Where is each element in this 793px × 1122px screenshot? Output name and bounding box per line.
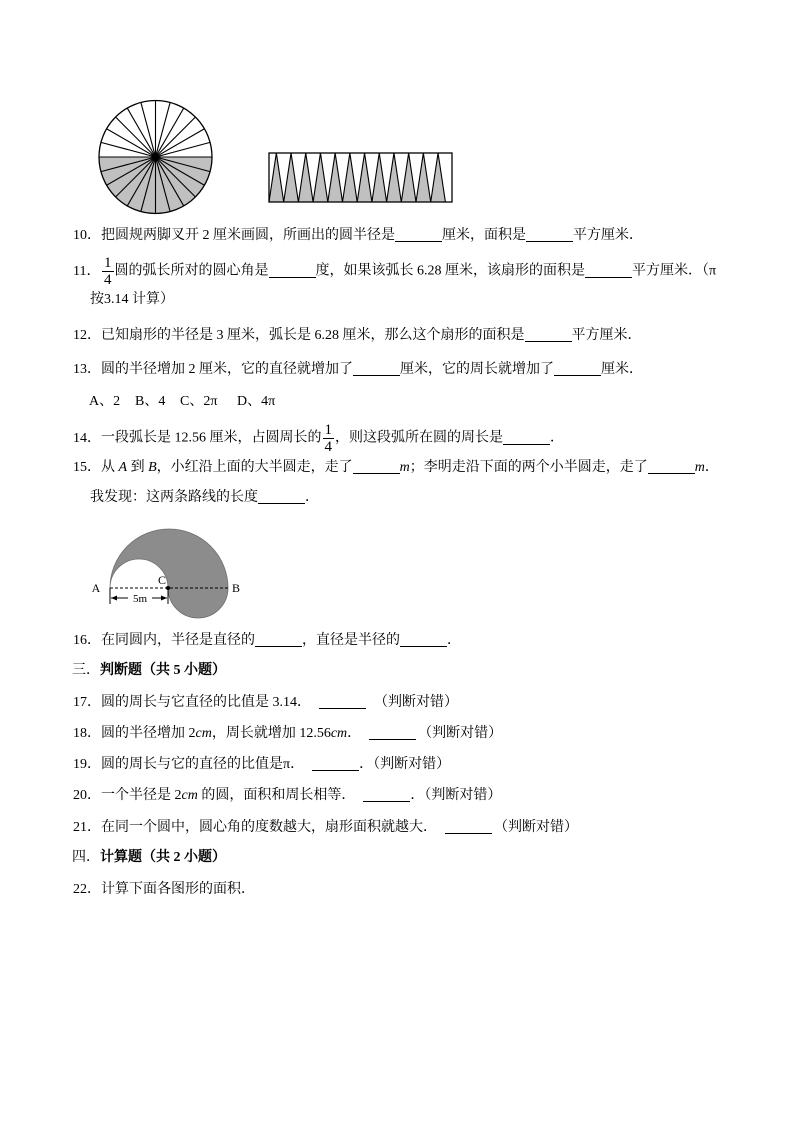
judgement-hint: ．（判断对错）	[359, 757, 451, 772]
question-text: ，直径是半径的	[302, 633, 400, 648]
point-a-label: A	[91, 581, 101, 595]
question-text: ．	[447, 633, 461, 648]
answer-blank	[445, 820, 492, 834]
answer-blank	[319, 695, 366, 709]
question-text: ．	[704, 460, 719, 475]
question-text: 我发现：这两条路线的长度	[90, 490, 258, 505]
question-text: 厘米．	[601, 362, 643, 377]
question-text: 计算下面各图形的面积．	[101, 882, 255, 897]
judgement-hint: （判断对错）	[374, 695, 458, 710]
rearranged-strip	[269, 153, 452, 202]
dimension-label: 5m	[132, 593, 148, 605]
question-text: ．	[550, 430, 564, 446]
semicircle-path-figure	[85, 522, 255, 622]
question-text: 平方厘米．	[571, 328, 642, 343]
question-number: 19．	[73, 757, 101, 772]
answer-blank	[269, 264, 316, 278]
question-number: 14．	[73, 430, 101, 446]
question-19	[73, 755, 450, 775]
fraction-denominator: 4	[324, 439, 332, 455]
question-number: 20．	[73, 788, 101, 803]
question-text: 厘米，面积是	[442, 228, 526, 243]
answer-blank	[353, 362, 400, 376]
section-title: 计算题（共 2 小题）	[100, 850, 226, 865]
question-text: ，小红沿上面的大半圆走，走了	[156, 460, 353, 475]
question-text: 在同圆内，半径是直径的	[101, 633, 255, 648]
question-20	[73, 786, 501, 806]
section-number: 四．	[72, 850, 100, 865]
shaded-triangle	[298, 153, 313, 202]
shaded-triangle	[372, 153, 387, 202]
shaded-triangle	[343, 153, 358, 202]
question-text: ．	[347, 726, 362, 741]
question-number: 22．	[73, 882, 101, 897]
option-b: B、4	[135, 394, 166, 409]
answer-blank	[353, 460, 400, 474]
question-text: 一个半径是 2	[101, 788, 182, 803]
circle-center-dot	[154, 155, 158, 159]
question-number: 17．	[73, 695, 101, 710]
question-text: 按3.14 计算）	[90, 292, 174, 307]
option-d: D、4π	[237, 394, 276, 409]
question-13	[73, 360, 643, 380]
question-text: ．	[305, 490, 319, 505]
question-text: 在同一个圆中，圆心角的度数越大，扇形面积就越大．	[101, 820, 437, 835]
answer-blank	[554, 362, 601, 376]
section-heading-true-false	[72, 661, 226, 681]
question-text: ，周长就增加 12.56	[211, 726, 331, 741]
unit-label: cm	[330, 726, 348, 741]
question-14	[73, 422, 564, 455]
unit-label: m	[399, 460, 410, 475]
judgement-hint: （判断对错）	[418, 726, 503, 741]
question-text: 已知扇形的半径是 3 厘米，弧长是 6.28 厘米，那么这个扇形的面积是	[101, 328, 525, 343]
question-text: 平方厘米．	[573, 228, 643, 243]
question-17	[73, 693, 458, 713]
question-text: ，则这段弧所在圆的周长是	[335, 430, 503, 446]
answer-blank	[312, 757, 359, 771]
shaded-triangle	[284, 153, 299, 202]
question-text: 圆的周长与它直径的比值是 3.14．	[101, 695, 311, 710]
question-13-options	[0, 392, 400, 412]
answer-blank	[255, 633, 302, 647]
question-text: 度，如果该弧长 6.28 厘米，该扇形的面积是	[315, 263, 585, 279]
question-text: 平方厘米．（π	[632, 263, 717, 279]
question-11-continuation	[90, 290, 174, 310]
fraction	[102, 256, 114, 287]
unit-label: cm	[195, 726, 212, 741]
point-a-variable: A	[118, 460, 128, 475]
question-number: 21．	[73, 820, 101, 835]
unit-label: cm	[181, 788, 198, 803]
answer-blank	[525, 328, 572, 342]
question-text: 一段弧长是 12.56 厘米，占圆周长的	[101, 430, 322, 446]
point-c-label: C	[157, 573, 167, 587]
question-11	[73, 255, 717, 288]
shaded-triangle	[357, 153, 372, 202]
question-number: 16．	[73, 633, 101, 648]
question-text: 到	[127, 460, 149, 475]
shaded-triangle	[401, 153, 416, 202]
section-title: 判断题（共 5 小题）	[100, 663, 226, 678]
shaded-triangle	[431, 153, 446, 202]
fraction-numerator: 1	[324, 422, 332, 438]
shaded-triangle	[269, 153, 284, 202]
fraction	[323, 423, 335, 454]
question-12	[73, 326, 642, 346]
answer-blank	[395, 228, 442, 242]
arrowhead-right-icon	[161, 596, 167, 601]
question-text: 圆的弧长所对的圆心角是	[114, 263, 269, 279]
answer-blank	[585, 264, 632, 278]
question-10	[73, 226, 643, 246]
point-b-variable: B	[148, 460, 157, 475]
question-18	[73, 724, 502, 744]
question-16	[73, 631, 461, 651]
judgement-hint: （判断对错）	[494, 820, 578, 835]
question-text: ；李明走沿下面的两个小半圆走，走了	[409, 460, 648, 475]
section-number: 三．	[72, 663, 100, 678]
arrowhead-left-icon	[111, 596, 117, 601]
question-text: 从	[101, 460, 119, 475]
shaded-triangle	[416, 153, 431, 202]
question-text: 的圆，面积和周长相等．	[197, 788, 356, 803]
shaded-triangle	[328, 153, 343, 202]
question-21	[73, 818, 578, 838]
question-number: 18．	[73, 726, 101, 741]
point-b-label: B	[231, 581, 241, 595]
question-text: 圆的半径增加 2 厘米，它的直径就增加了	[101, 362, 353, 377]
question-15	[73, 458, 719, 478]
question-number: 12．	[73, 328, 101, 343]
answer-blank	[363, 788, 410, 802]
fraction-denominator: 4	[104, 272, 112, 288]
shaded-semicircle-region	[110, 529, 228, 618]
question-number: 11．	[73, 263, 101, 279]
question-number: 13．	[73, 362, 101, 377]
answer-blank	[258, 490, 305, 504]
option-a: A、2	[89, 394, 121, 409]
shaded-triangle	[313, 153, 328, 202]
shaded-triangle	[387, 153, 402, 202]
option-c: C、2π	[180, 394, 218, 409]
question-number: 10．	[73, 228, 101, 243]
answer-blank	[369, 726, 416, 740]
answer-blank	[526, 228, 573, 242]
question-text: 圆的周长与它的直径的比值是π．	[101, 757, 305, 772]
question-text: 厘米，它的周长就增加了	[400, 362, 554, 377]
question-text: 圆的半径增加 2	[101, 726, 196, 741]
fraction-numerator: 1	[104, 255, 112, 271]
answer-blank	[648, 460, 695, 474]
circle-rearrangement-figure	[90, 90, 460, 220]
question-15-continuation	[90, 488, 319, 508]
answer-blank	[400, 633, 447, 647]
unit-label: m	[694, 460, 705, 475]
answer-blank	[503, 431, 550, 445]
question-number: 15．	[73, 460, 101, 475]
section-heading-calculation	[72, 848, 226, 868]
judgement-hint: ．（判断对错）	[410, 788, 502, 803]
sector-circle	[99, 101, 212, 214]
question-text: 把圆规两脚叉开 2 厘米画圆，所画出的圆半径是	[101, 228, 395, 243]
question-22	[73, 880, 255, 900]
